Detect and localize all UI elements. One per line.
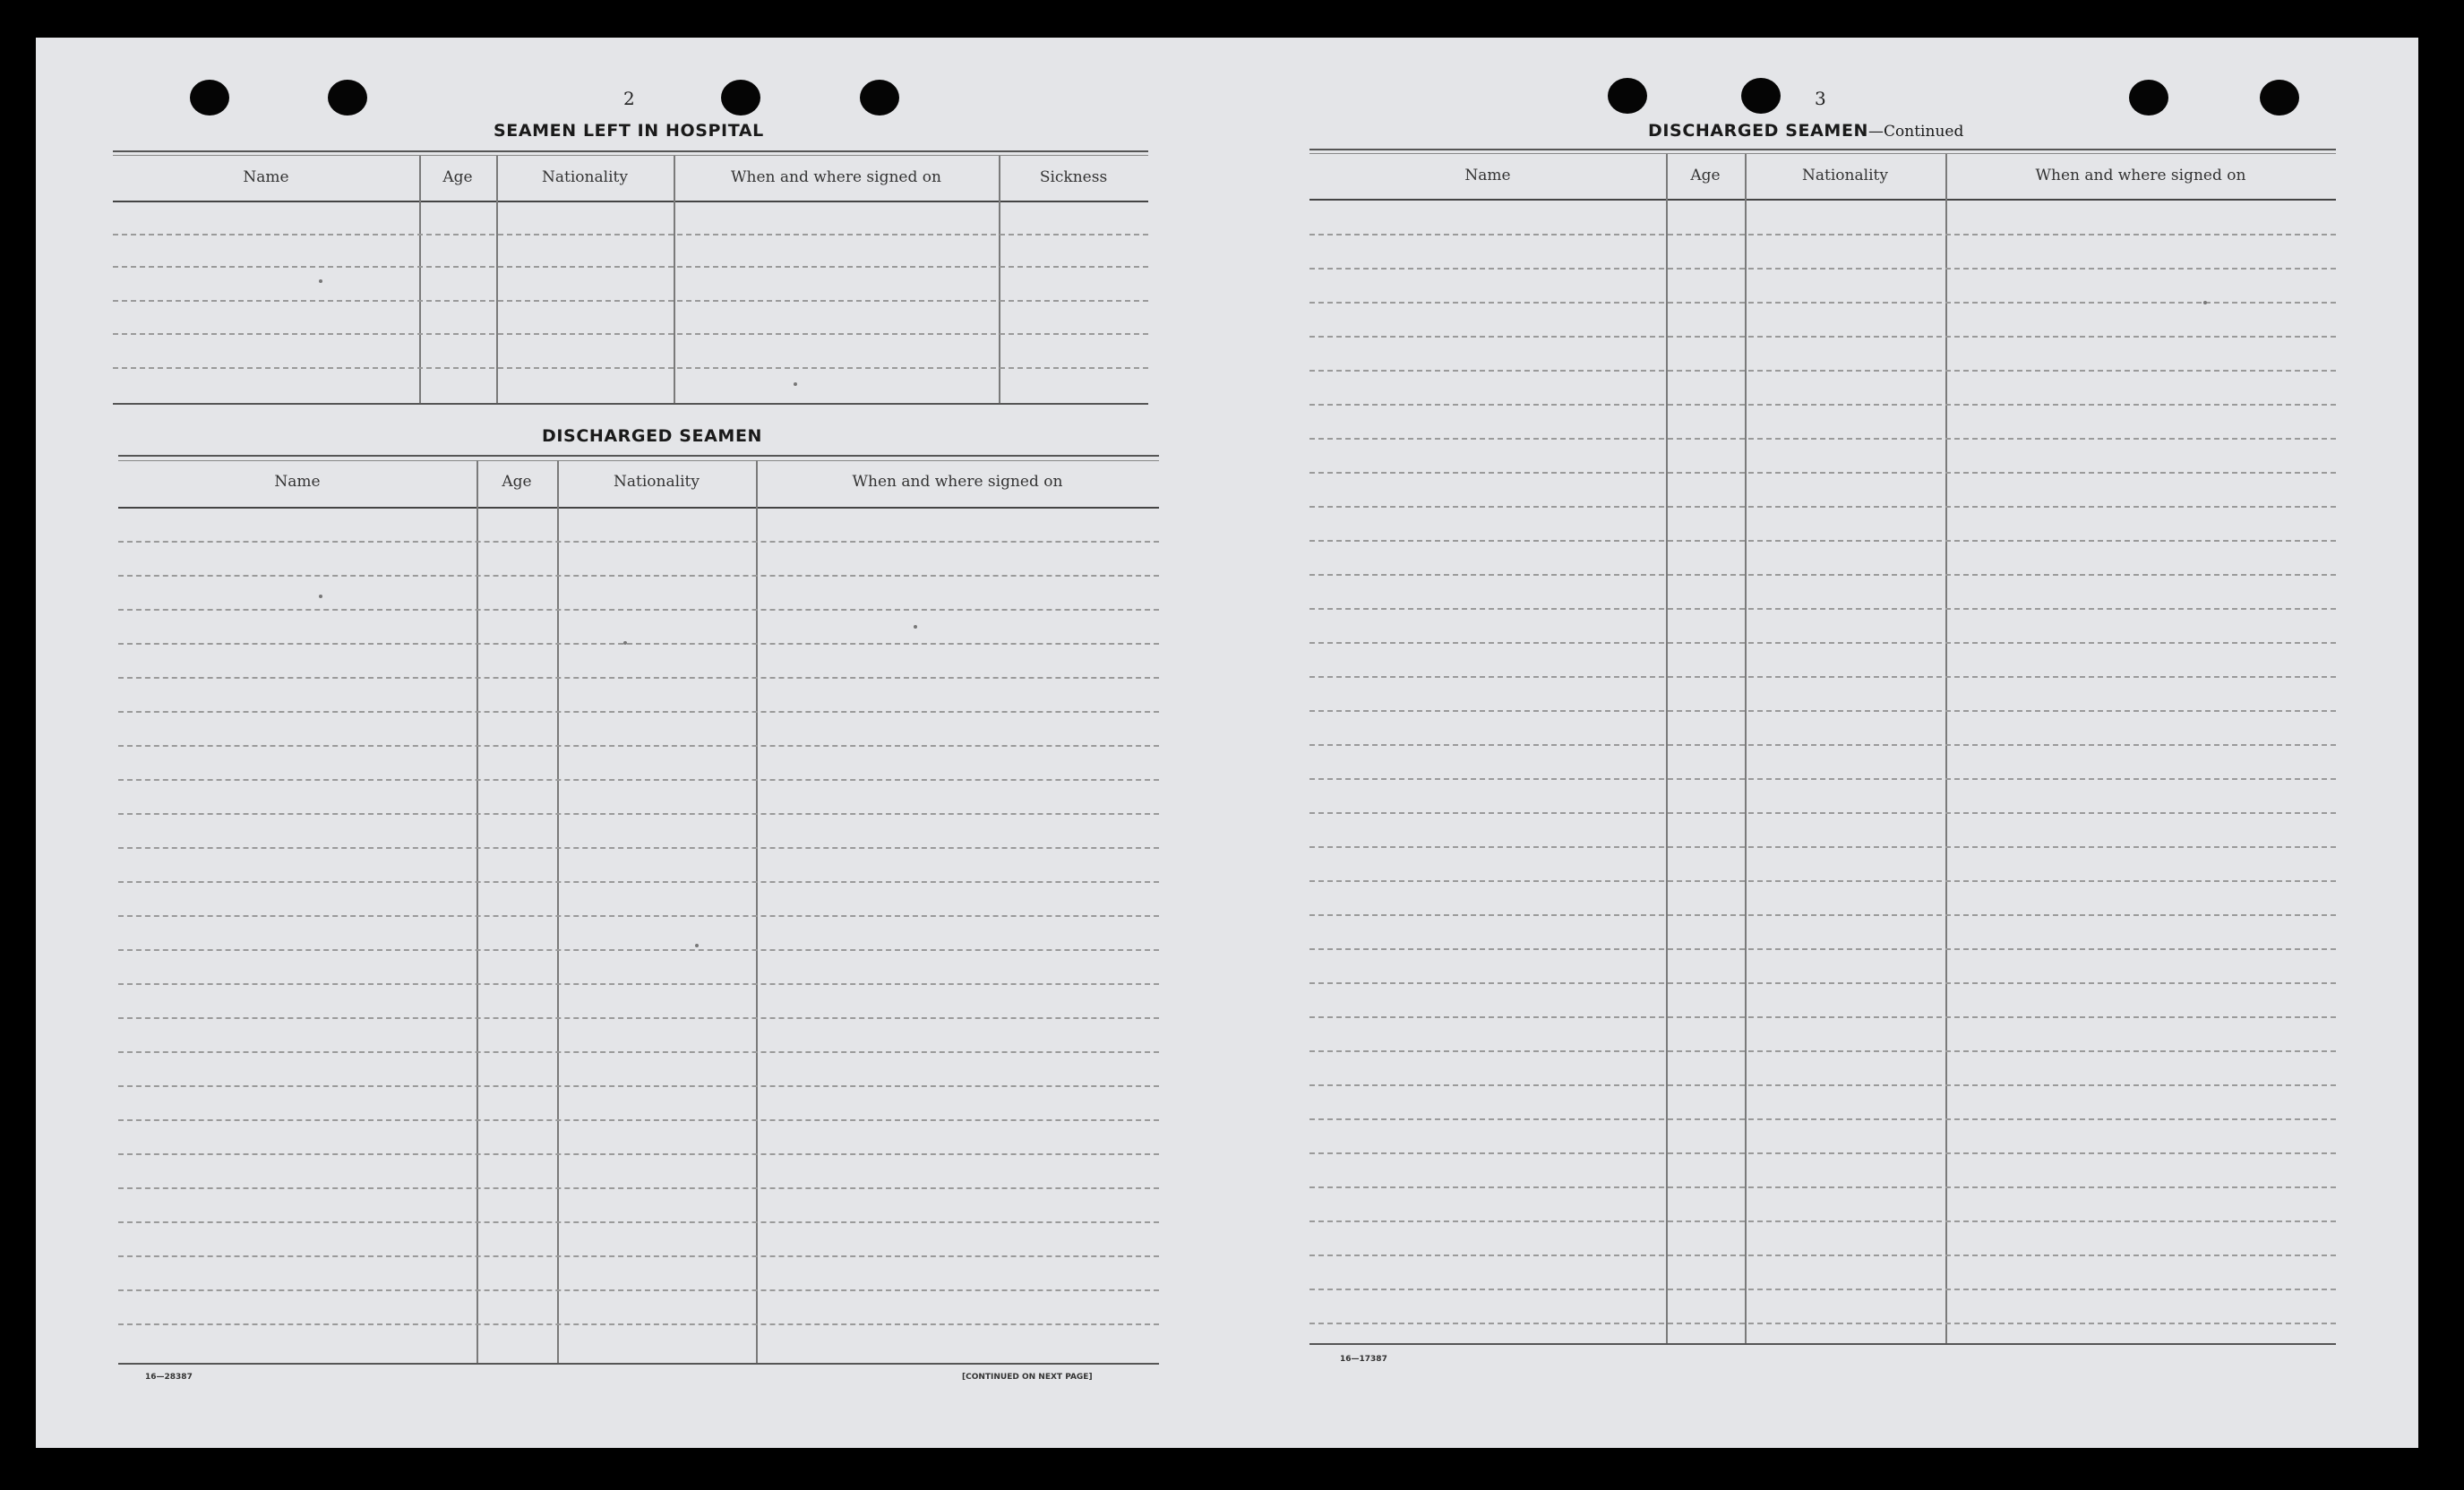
form-code-right: 16—17387 xyxy=(1340,1355,1387,1364)
entry-line xyxy=(1309,438,2336,440)
entry-line xyxy=(118,915,1159,917)
entry-line xyxy=(1309,404,2336,406)
entry-line xyxy=(118,1221,1159,1223)
entry-line xyxy=(1309,812,2336,814)
scan-speck xyxy=(623,641,627,645)
entry-line xyxy=(118,677,1159,679)
col-head-when-where: When and where signed on xyxy=(852,473,1063,491)
hospital-table xyxy=(113,150,1148,406)
entry-line xyxy=(1309,744,2336,746)
entry-line xyxy=(1309,982,2336,984)
page-number-left: 2 xyxy=(623,88,635,109)
entry-line xyxy=(1309,370,2336,372)
entry-line xyxy=(118,609,1159,611)
entry-line xyxy=(1309,608,2336,610)
entry-line xyxy=(1309,710,2336,712)
hospital-section-title: SEAMEN LEFT IN HOSPITAL xyxy=(494,121,764,141)
scan-speck xyxy=(794,382,797,386)
entry-line xyxy=(1309,1186,2336,1188)
entry-line xyxy=(1309,1323,2336,1324)
entry-line xyxy=(1309,948,2336,950)
col-head-name: Name xyxy=(274,473,321,491)
col-head-age: Age xyxy=(1690,167,1721,184)
discharged-continued-table xyxy=(1309,149,2336,1347)
entry-line xyxy=(1309,574,2336,576)
entry-line xyxy=(1309,1118,2336,1120)
entry-line xyxy=(118,711,1159,713)
entry-line xyxy=(1309,472,2336,474)
entry-line xyxy=(118,1017,1159,1019)
title-main: DISCHARGED SEAMEN xyxy=(1648,121,1869,141)
entry-line xyxy=(118,541,1159,543)
entry-line xyxy=(118,1289,1159,1291)
scan-speck xyxy=(2203,301,2207,304)
entry-line xyxy=(118,779,1159,781)
entry-line xyxy=(118,1085,1159,1087)
col-head-when-where: When and where signed on xyxy=(2035,167,2246,184)
entry-line xyxy=(118,1153,1159,1155)
entry-line xyxy=(118,643,1159,645)
punch-hole xyxy=(1608,78,1647,114)
entry-line xyxy=(118,813,1159,815)
entry-line xyxy=(118,575,1159,577)
entry-line xyxy=(1309,268,2336,270)
entry-line xyxy=(1309,1050,2336,1052)
form-code-left: 16—28387 xyxy=(145,1373,193,1382)
discharged-section-title: DISCHARGED SEAMEN xyxy=(542,426,763,446)
entry-line xyxy=(1309,336,2336,338)
punch-hole xyxy=(1741,78,1781,114)
entry-line xyxy=(1309,642,2336,644)
scan-speck xyxy=(319,595,322,598)
col-head-name: Name xyxy=(1464,167,1511,184)
entry-line xyxy=(1309,506,2336,508)
entry-line xyxy=(1309,914,2336,916)
page-number-right: 3 xyxy=(1815,88,1826,109)
entry-line xyxy=(118,1187,1159,1189)
entry-line xyxy=(118,745,1159,747)
scan-speck xyxy=(914,625,917,629)
col-head-name: Name xyxy=(243,168,289,186)
scan-speck xyxy=(319,279,322,283)
entry-line xyxy=(118,1323,1159,1325)
entry-line xyxy=(1309,1152,2336,1154)
entry-line xyxy=(118,1051,1159,1053)
entry-line xyxy=(1309,1255,2336,1256)
punch-hole xyxy=(190,80,229,116)
entry-line xyxy=(118,983,1159,985)
punch-hole xyxy=(860,80,899,116)
continued-note: [CONTINUED ON NEXT PAGE] xyxy=(962,1373,1093,1382)
punch-hole xyxy=(2129,80,2168,116)
col-head-when-where: When and where signed on xyxy=(731,168,941,186)
col-head-age: Age xyxy=(502,473,532,491)
entry-line xyxy=(1309,1084,2336,1086)
scan-speck xyxy=(695,944,699,947)
entry-line xyxy=(1309,540,2336,542)
entry-line xyxy=(1309,880,2336,882)
col-head-sickness: Sickness xyxy=(1039,168,1108,186)
entry-line xyxy=(1309,1289,2336,1290)
entry-line xyxy=(1309,302,2336,304)
entry-line xyxy=(1309,1220,2336,1222)
punch-hole xyxy=(721,80,760,116)
entry-line xyxy=(118,949,1159,951)
entry-line xyxy=(118,1255,1159,1257)
entry-line xyxy=(1309,676,2336,678)
entry-line xyxy=(1309,1016,2336,1018)
entry-line xyxy=(1309,234,2336,235)
col-head-age: Age xyxy=(442,168,473,186)
entry-line xyxy=(118,881,1159,883)
punch-hole xyxy=(328,80,367,116)
entry-line xyxy=(1309,778,2336,780)
col-head-nationality: Nationality xyxy=(1802,167,1888,184)
col-head-nationality: Nationality xyxy=(614,473,700,491)
discharged-continued-title xyxy=(1648,121,1963,141)
discharged-table xyxy=(118,455,1159,1366)
entry-line xyxy=(1309,846,2336,848)
punch-hole xyxy=(2260,80,2299,116)
title-suffix: —Continued xyxy=(1868,123,1964,141)
entry-line xyxy=(118,847,1159,849)
entry-line xyxy=(118,1119,1159,1121)
col-head-nationality: Nationality xyxy=(542,168,628,186)
